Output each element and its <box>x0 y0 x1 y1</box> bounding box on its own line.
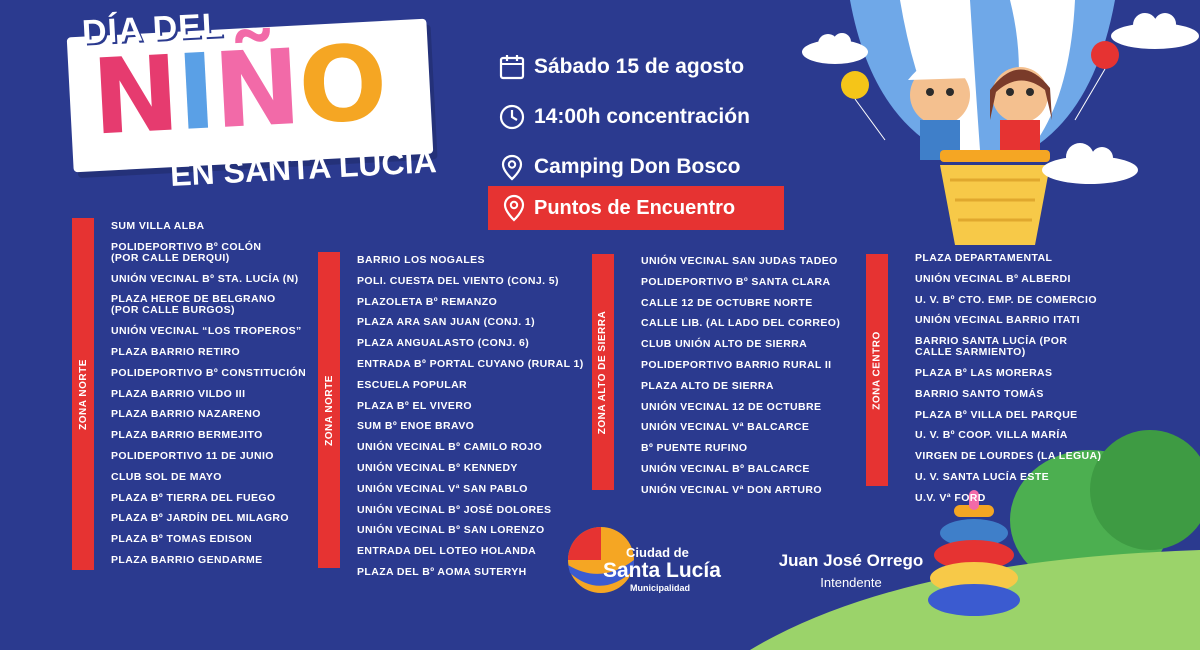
meeting-point-item: UNIÓN VECINAL Bº SAN LORENZO <box>357 524 545 537</box>
zone-label-bar <box>592 254 614 490</box>
cloud-decoration <box>1040 140 1140 185</box>
signature-name: Juan José Orrego <box>778 551 924 570</box>
meeting-point-item: ENTRADA Bº PORTAL CUYANO (RURAL 1) <box>357 357 584 370</box>
cloud-decoration <box>800 30 870 65</box>
meeting-points-badge <box>488 186 784 230</box>
meeting-point-item: PLAZA BARRIO NAZARENO <box>111 408 261 421</box>
hot-air-balloon-illustration <box>830 0 1130 250</box>
meeting-point-item: UNIÓN VECINAL BARRIO ITATI <box>915 314 1080 327</box>
meeting-point-item: PLAZA Bº LAS MORERAS <box>915 366 1053 379</box>
zone-label-bar <box>72 218 94 570</box>
meeting-point-item: UNIÓN VECINAL Vª DON ARTURO <box>641 483 822 496</box>
title-letter-i: I <box>173 30 217 155</box>
event-info <box>498 42 750 192</box>
meeting-point-item: POLIDEPORTIVO BARRIO RURAL II <box>641 358 832 371</box>
meeting-point-item: ESCUELA POPULAR <box>357 378 468 391</box>
meeting-point-item: PLAZA ANGUALASTO (CONJ. 6) <box>357 337 530 350</box>
meeting-point-item: VIRGEN DE LOURDES (LA LEGUA) <box>915 450 1102 463</box>
meeting-point-item: SUM VILLA ALBA <box>111 220 205 232</box>
meeting-point-item: CLUB UNIÓN ALTO DE SIERRA <box>641 338 808 351</box>
event-date-row <box>498 42 750 92</box>
event-date: Sábado 15 de agosto <box>534 55 745 78</box>
clock-icon <box>498 103 526 131</box>
zone-name: ZONA CENTRO <box>871 330 883 410</box>
zone-name: ZONA ALTO DE SIERRA <box>597 310 609 434</box>
zone-points-list <box>915 253 1105 514</box>
title-letter-n: N <box>89 32 181 159</box>
zone-points-list <box>357 255 587 588</box>
meeting-point-item: POLIDEPORTIVO Bº CONSTITUCIÓN <box>111 366 307 379</box>
meeting-point-item: UNIÓN VECINAL “LOS TROPEROS” <box>111 325 302 338</box>
meeting-point-item: Bº PUENTE RUFINO <box>641 442 748 455</box>
zone-name: ZONA NORTE <box>77 358 89 430</box>
location-pin-icon <box>498 153 526 181</box>
meeting-point-item: UNIÓN VECINAL Bº JOSÉ DOLORES <box>357 503 552 516</box>
meeting-point-item: PLAZA DEL Bº AOMA SUTERYH <box>357 565 527 578</box>
title-letter-o: O <box>295 21 389 148</box>
meeting-point-item: PLAZA BARRIO RETIRO <box>111 345 241 358</box>
meeting-point-item: POLIDEPORTIVO Bº SANTA CLARA <box>641 275 831 288</box>
meeting-point-item: PLAZA Bº VILLA DEL PARQUE <box>915 408 1078 421</box>
event-time-row <box>498 92 750 142</box>
calendar-icon <box>498 53 526 81</box>
meeting-point-item: PLAZA ALTO DE SIERRA <box>641 379 774 392</box>
event-place-row <box>498 142 750 192</box>
meeting-point-item: PLAZA ARA SAN JUAN (CONJ. 1) <box>357 316 536 329</box>
meeting-point-item: BARRIO LOS NOGALES <box>357 254 485 266</box>
title-main-word <box>89 22 388 157</box>
zone-label-bar <box>866 254 888 486</box>
meeting-point-item: U.V. Vª FORD <box>915 491 986 504</box>
title-line-3: EN SANTA LUCÍA <box>169 143 438 193</box>
zone-label-bar <box>318 252 340 568</box>
meeting-point-item: PLAZA Bº TIERRA DEL FUEGO <box>111 491 276 504</box>
meeting-point-item: PLAZA Bº JARDÍN DEL MILAGRO <box>111 512 289 525</box>
meeting-point-item: UNIÓN VECINAL Vª BALCARCE <box>641 421 810 434</box>
meeting-point-item: U. V. Bº COOP. VILLA MARÍA <box>915 429 1068 442</box>
meeting-point-item: UNIÓN VECINAL Bº CAMILO ROJO <box>357 441 543 454</box>
meeting-point-item: PLAZA HEROE DE BELGRANO (POR CALLE BURGOS) <box>111 293 276 317</box>
zone-points-list <box>111 221 311 576</box>
meeting-point-item: POLI. CUESTA DEL VIENTO (CONJ. 5) <box>357 274 559 287</box>
meeting-point-item: PLAZA DEPARTAMENTAL <box>915 252 1053 264</box>
location-pin-icon <box>502 194 526 222</box>
meeting-point-item: UNIÓN VECINAL Bº STA. LUCÍA (N) <box>111 272 299 285</box>
meeting-point-item: ENTRADA DEL LOTEO HOLANDA <box>357 545 537 558</box>
meeting-point-item: UNIÓN VECINAL Bº BALCARCE <box>641 462 810 475</box>
logo-line-3: Municipalidad <box>630 583 691 593</box>
event-place: Camping Don Bosco <box>534 155 741 178</box>
meeting-point-item: U. V. SANTA LUCÍA ESTE <box>915 470 1050 483</box>
meeting-point-item: POLIDEPORTIVO 11 DE JUNIO <box>111 449 274 462</box>
meeting-point-item: POLIDEPORTIVO Bº COLÓN (POR CALLE DERQUI) <box>111 240 262 264</box>
zone-points-list <box>641 256 851 506</box>
meeting-point-item: PLAZA Bº EL VIVERO <box>357 399 472 412</box>
meeting-point-item: BARRIO SANTO TOMÁS <box>915 387 1044 400</box>
meeting-point-item: CALLE LIB. (AL LADO DEL CORREO) <box>641 317 841 330</box>
signature-role: Intendente <box>820 575 882 590</box>
meeting-point-item: UNIÓN VECINAL SAN JUDAS TADEO <box>641 255 838 267</box>
meeting-point-item: UNIÓN VECINAL Bº KENNEDY <box>357 461 518 474</box>
cloud-decoration <box>1110 10 1200 50</box>
meeting-points-label: Puntos de Encuentro <box>534 196 736 219</box>
meeting-point-item: PLAZA BARRIO BERMEJITO <box>111 429 263 442</box>
municipality-logo <box>566 525 736 605</box>
meeting-point-item: PLAZOLETA Bº REMANZO <box>357 295 498 308</box>
signature-block <box>766 551 936 590</box>
zone-name: ZONA NORTE <box>323 374 335 446</box>
meeting-point-item: CLUB SOL DE MAYO <box>111 470 222 483</box>
logo-line-1: Ciudad de <box>626 545 689 560</box>
meeting-point-item: SUM Bº ENOE BRAVO <box>357 420 475 433</box>
meeting-point-item: BARRIO SANTA LUCÍA (POR CALLE SARMIENTO) <box>915 335 1068 359</box>
meeting-point-item: CALLE 12 DE OCTUBRE NORTE <box>641 296 813 309</box>
meeting-point-item: UNIÓN VECINAL Bº ALBERDI <box>915 272 1071 285</box>
meeting-point-item: UNIÓN VECINAL 12 DE OCTUBRE <box>641 400 822 413</box>
title-letter-enye: Ñ <box>210 25 302 153</box>
meeting-point-item: PLAZA BARRIO GENDARME <box>111 553 263 566</box>
meeting-point-item: PLAZA BARRIO VILDO III <box>111 387 246 400</box>
event-time: 14:00h concentración <box>534 105 750 128</box>
title-line-1: DÍA DEL <box>81 6 225 52</box>
meeting-point-item: U. V. Bº CTO. EMP. DE COMERCIO <box>915 293 1097 306</box>
meeting-point-item: PLAZA Bº TOMAS EDISON <box>111 533 253 546</box>
meeting-point-item: UNIÓN VECINAL Vª SAN PABLO <box>357 482 528 495</box>
logo-line-2: Santa Lucía <box>603 559 721 582</box>
